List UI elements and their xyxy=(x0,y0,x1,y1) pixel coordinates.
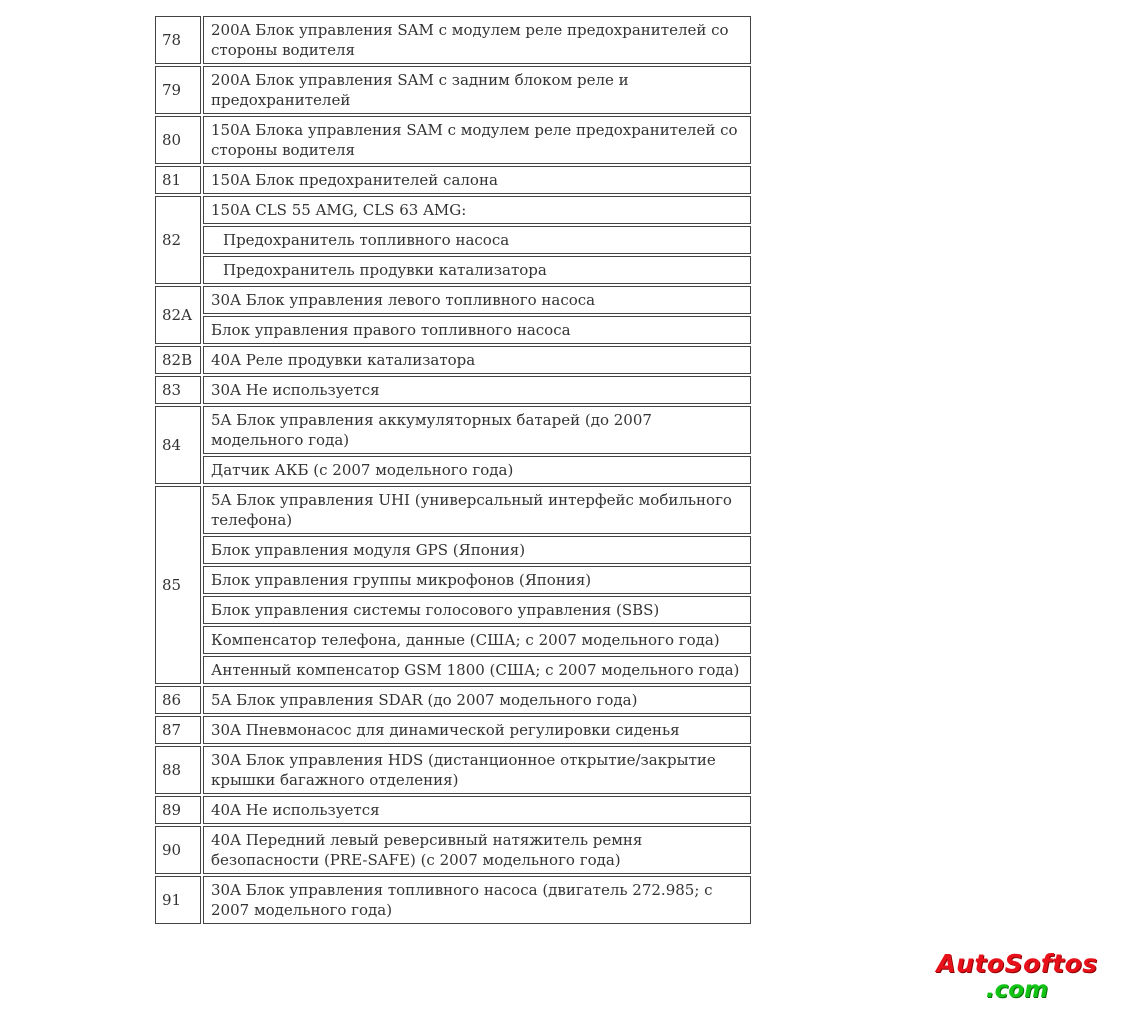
fuse-table-body xyxy=(155,16,751,924)
fuse-description: 5A Блок управления аккумуляторных батарей (до 2007 модельного года) xyxy=(203,406,751,454)
fuse-number: 78 xyxy=(155,16,201,64)
fuse-description: 150A Блока управления SAM с модулем реле предохранителей со стороны водителя xyxy=(203,116,751,164)
table-row xyxy=(155,876,751,924)
table-row xyxy=(155,796,751,824)
table-row xyxy=(155,716,751,744)
table-row xyxy=(155,346,751,374)
table-row xyxy=(155,566,751,594)
fuse-number: 89 xyxy=(155,796,201,824)
fuse-number: 80 xyxy=(155,116,201,164)
fuse-number: 86 xyxy=(155,686,201,714)
watermark-domain: .com xyxy=(985,977,1049,1003)
fuse-table xyxy=(153,14,753,926)
table-row xyxy=(155,406,751,454)
fuse-description: 40A Передний левый реверсивный натяжитель ремня безопасности (PRE-SAFE) (с 2007 модельного года) xyxy=(203,826,751,874)
table-row xyxy=(155,486,751,534)
fuse-description: 40A Реле продувки катализатора xyxy=(203,346,751,374)
table-row xyxy=(155,66,751,114)
table-row xyxy=(155,286,751,314)
fuse-number: 91 xyxy=(155,876,201,924)
table-row xyxy=(155,596,751,624)
fuse-description: 30A Блок управления топливного насоса (двигатель 272.985; с 2007 модельного года) xyxy=(203,876,751,924)
fuse-number: 83 xyxy=(155,376,201,404)
fuse-number: 84 xyxy=(155,406,201,484)
table-row xyxy=(155,536,751,564)
fuse-number: 85 xyxy=(155,486,201,684)
autosoftos-watermark-logo xyxy=(922,950,1112,1004)
fuse-description: Предохранитель топливного насоса xyxy=(203,226,751,254)
fuse-description: Антенный компенсатор GSM 1800 (США; с 2007 модельного года) xyxy=(203,656,751,684)
table-row xyxy=(155,626,751,654)
fuse-description: 40A Не используется xyxy=(203,796,751,824)
fuse-description: Блок управления правого топливного насоса xyxy=(203,316,751,344)
fuse-number: 90 xyxy=(155,826,201,874)
table-row xyxy=(155,196,751,224)
fuse-description: Блок управления модуля GPS (Япония) xyxy=(203,536,751,564)
fuse-description: 200A Блок управления SAM с модулем реле предохранителей со стороны водителя xyxy=(203,16,751,64)
fuse-description: 30A Блок управления HDS (дистанционное открытие/закрытие крышки багажного отделения) xyxy=(203,746,751,794)
table-row xyxy=(155,166,751,194)
fuse-description: Блок управления системы голосового управления (SBS) xyxy=(203,596,751,624)
fuse-number: 82 xyxy=(155,196,201,284)
fuse-description: 5A Блок управления UHI (универсальный интерфейс мобильного телефона) xyxy=(203,486,751,534)
fuse-description: 30A Не используется xyxy=(203,376,751,404)
watermark-brand: AutoSoftos xyxy=(936,949,1098,978)
fuse-description: 150A Блок предохранителей салона xyxy=(203,166,751,194)
fuse-number: 79 xyxy=(155,66,201,114)
fuse-description: Предохранитель продувки катализатора xyxy=(203,256,751,284)
table-row xyxy=(155,316,751,344)
fuse-description: Блок управления группы микрофонов (Япония) xyxy=(203,566,751,594)
table-row xyxy=(155,376,751,404)
table-row xyxy=(155,256,751,284)
table-row xyxy=(155,116,751,164)
fuse-number: 82B xyxy=(155,346,201,374)
fuse-number: 82A xyxy=(155,286,201,344)
fuse-description: 5A Блок управления SDAR (до 2007 модельного года) xyxy=(203,686,751,714)
fuse-description: 200A Блок управления SAM с задним блоком реле и предохранителей xyxy=(203,66,751,114)
table-row xyxy=(155,456,751,484)
table-row xyxy=(155,826,751,874)
fuse-description: 30A Пневмонасос для динамической регулировки сиденья xyxy=(203,716,751,744)
fuse-description: Компенсатор телефона, данные (США; с 2007 модельного года) xyxy=(203,626,751,654)
table-row xyxy=(155,16,751,64)
table-row xyxy=(155,226,751,254)
fuse-description: Датчик АКБ (с 2007 модельного года) xyxy=(203,456,751,484)
fuse-number: 87 xyxy=(155,716,201,744)
table-row xyxy=(155,686,751,714)
table-row xyxy=(155,656,751,684)
fuse-description: 30A Блок управления левого топливного насоса xyxy=(203,286,751,314)
fuse-number: 81 xyxy=(155,166,201,194)
fuse-number: 88 xyxy=(155,746,201,794)
table-row xyxy=(155,746,751,794)
fuse-description: 150A CLS 55 AMG, CLS 63 AMG: xyxy=(203,196,751,224)
